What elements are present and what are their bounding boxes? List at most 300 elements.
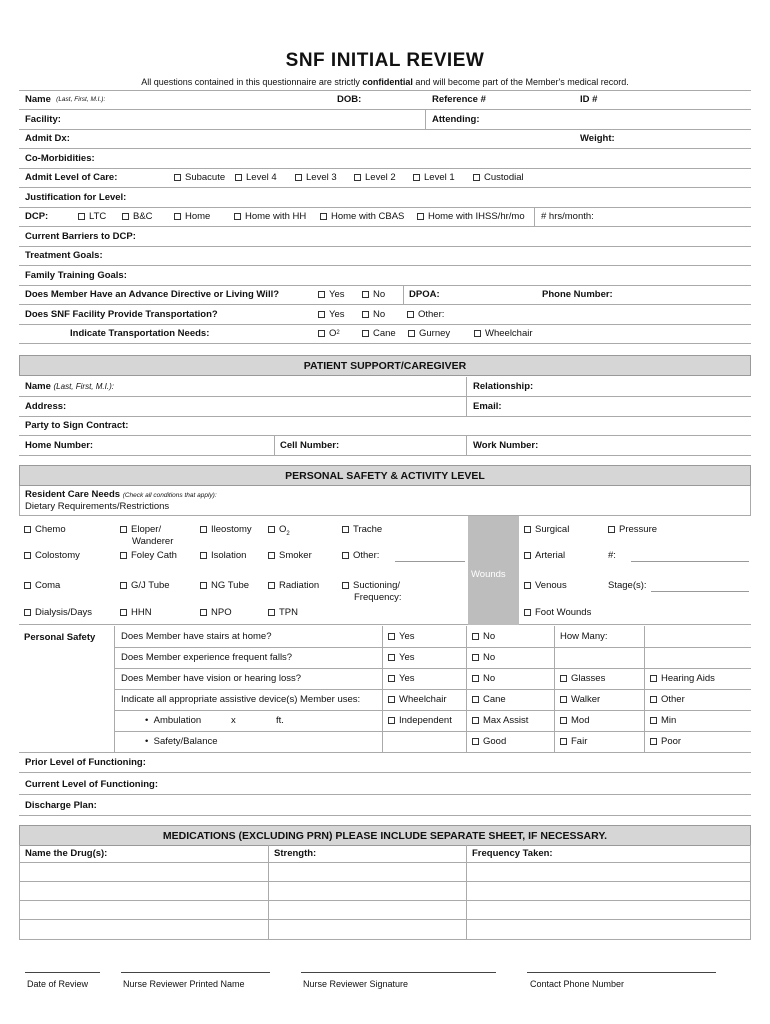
option-label: Smoker — [279, 550, 312, 561]
mod-checkbox[interactable] — [560, 715, 589, 726]
checkbox-icon — [608, 526, 615, 533]
no-label: No — [483, 673, 496, 684]
checkbox-icon — [560, 696, 567, 703]
transport-needs-label: Indicate Transportation Needs: — [70, 327, 210, 339]
level-label: Custodial — [484, 171, 524, 183]
q-falls: Does Member experience frequent falls? — [121, 652, 293, 663]
checkbox-icon — [388, 717, 395, 724]
option-label: Radiation — [279, 580, 320, 591]
checkbox-icon — [354, 174, 361, 181]
stages-input[interactable] — [651, 591, 749, 592]
stairs-yes-checkbox[interactable] — [388, 631, 415, 642]
option-label: Walker — [571, 694, 601, 705]
stages-label: Stage(s): — [608, 580, 647, 591]
support-name-label: Name — [25, 380, 51, 392]
glasses-checkbox[interactable] — [560, 673, 605, 684]
option-label: Independent — [399, 715, 452, 726]
option-label: Min — [661, 715, 677, 726]
subtitle-bold: confidential — [362, 77, 413, 87]
gurney-label: Gurney — [419, 327, 451, 339]
transport-row — [19, 305, 751, 325]
checkbox-icon — [650, 738, 657, 745]
checkbox-icon — [388, 633, 395, 640]
divider — [268, 845, 269, 939]
comorbidities-field[interactable]: Co-Morbidities: — [25, 152, 95, 164]
checkbox-icon — [524, 582, 531, 589]
row-line — [20, 862, 750, 863]
foley-checkbox[interactable] — [120, 550, 177, 561]
justification-row — [19, 188, 751, 208]
contact-phone-line[interactable] — [527, 972, 716, 973]
falls-yes-checkbox[interactable] — [388, 652, 415, 663]
cane-label: Cane — [373, 327, 396, 339]
q-devices: Indicate all appropriate assistive device(s) Member uses: — [121, 694, 361, 705]
venous-checkbox[interactable] — [524, 580, 567, 591]
drug-column-header: Name the Drug(s): — [25, 848, 108, 859]
support-name-row — [19, 377, 751, 397]
name-hint: (Last, First, M.I.): — [56, 96, 106, 104]
dob-field[interactable]: DOB: — [337, 94, 362, 106]
discharge-field[interactable]: Discharge Plan: — [25, 799, 97, 811]
stairs-no-checkbox[interactable] — [472, 631, 495, 642]
party-row — [19, 416, 751, 436]
no-label: No — [373, 288, 386, 300]
admit-level-label: Admit Level of Care: — [25, 171, 118, 183]
ambulation-ft: ft. — [276, 715, 284, 726]
facility-field[interactable]: Facility: — [25, 113, 61, 125]
option-label: Other: — [353, 550, 380, 561]
dialysis-checkbox[interactable] — [24, 607, 92, 618]
level-label: Level 3 — [306, 171, 337, 183]
level-label: Subacute — [185, 171, 226, 183]
good-checkbox[interactable] — [472, 736, 506, 747]
option-label: Poor — [661, 736, 682, 747]
checkbox-icon — [120, 552, 127, 559]
checkbox-icon — [24, 526, 31, 533]
advance-directive-row — [19, 285, 751, 305]
checkbox-icon — [472, 654, 479, 661]
checkbox-icon — [234, 213, 241, 220]
level-label: Level 1 — [424, 171, 455, 183]
no-label: No — [373, 308, 386, 320]
checkbox-icon — [318, 291, 325, 298]
party-field[interactable]: Party to Sign Contract: — [25, 419, 129, 431]
checkbox-icon — [78, 213, 85, 220]
level-1-checkbox[interactable] — [413, 168, 455, 187]
npo-checkbox[interactable] — [200, 607, 232, 618]
transport-o2-checkbox[interactable] — [318, 324, 340, 343]
suctioning-checkbox[interactable] — [342, 580, 400, 591]
checkbox-icon — [472, 675, 479, 682]
arterial-checkbox[interactable] — [524, 550, 565, 561]
checkbox-icon — [320, 213, 327, 220]
checkbox-icon — [268, 526, 275, 533]
yes-label: Yes — [399, 631, 415, 642]
yes-label: Yes — [399, 652, 415, 663]
frequency-column-header: Frequency Taken: — [472, 848, 553, 859]
relationship-field[interactable]: Relationship: — [473, 380, 534, 392]
divider — [466, 845, 467, 939]
transport-label: Does SNF Facility Provide Transportation? — [25, 308, 218, 320]
checkbox-icon — [362, 330, 369, 337]
checkbox-icon — [472, 717, 479, 724]
option-label: NPO — [211, 607, 232, 618]
treatment-goals-field[interactable]: Treatment Goals: — [25, 249, 103, 261]
checkbox-icon — [560, 717, 567, 724]
cane-checkbox[interactable] — [472, 694, 506, 705]
option-label: Wheelchair — [399, 694, 447, 705]
transport-no-checkbox[interactable] — [362, 305, 385, 324]
signature-label: Nurse Reviewer Signature — [303, 979, 409, 989]
barriers-row — [19, 227, 751, 247]
isolation-checkbox[interactable] — [200, 550, 246, 561]
divider — [425, 110, 426, 129]
divider — [403, 285, 404, 304]
dcp-home-checkbox[interactable] — [174, 207, 210, 226]
row-line — [115, 647, 751, 648]
row-line — [20, 900, 750, 901]
personal-safety-table — [19, 626, 751, 753]
checkbox-icon — [174, 213, 181, 220]
care-needs-hint: (Check all conditions that apply): — [122, 492, 217, 499]
strength-column-header: Strength: — [274, 848, 317, 859]
dpoa-phone-field[interactable]: Phone Number: — [542, 288, 613, 300]
option-label: Mod — [571, 715, 590, 726]
option-label: Pressure — [619, 524, 658, 535]
cell-number-field[interactable]: Cell Number: — [280, 439, 340, 451]
option-label: Fair — [571, 736, 588, 747]
option-label: Surgical — [535, 524, 570, 535]
o2-checkbox[interactable] — [268, 524, 290, 537]
medications-table — [19, 845, 751, 940]
transport-wheelchair-checkbox[interactable] — [474, 324, 533, 343]
ambulation-label: Ambulation — [153, 715, 202, 726]
option-label: Foot Wounds — [535, 607, 592, 618]
checkbox-icon — [200, 582, 207, 589]
fair-checkbox[interactable] — [560, 736, 587, 747]
checkbox-icon — [650, 696, 657, 703]
option-label: Dialysis/Days — [35, 607, 93, 618]
wanderer-label: Wanderer — [132, 536, 174, 547]
checkbox-icon — [318, 330, 325, 337]
trache-checkbox[interactable] — [342, 524, 382, 535]
dcp-option-label: B&C — [133, 210, 153, 222]
colostomy-checkbox[interactable] — [24, 550, 80, 561]
name-field[interactable] — [25, 91, 105, 109]
row-line — [20, 881, 750, 882]
option-label: Other — [661, 694, 685, 705]
divider — [274, 436, 275, 455]
dcp-home-cbas-checkbox[interactable] — [320, 207, 404, 226]
checkbox-icon — [560, 675, 567, 682]
prior-level-row — [19, 753, 751, 773]
min-checkbox[interactable] — [650, 715, 676, 726]
option-label: Colostomy — [35, 550, 80, 561]
o2-subscript: 2 — [286, 530, 290, 537]
o2-subscript: 2 — [336, 330, 340, 337]
checkbox-icon — [120, 582, 127, 589]
wound-count-label: #: — [608, 550, 616, 561]
level-subacute-checkbox[interactable] — [174, 168, 225, 187]
ng-tube-checkbox[interactable] — [200, 580, 249, 591]
prior-level-field[interactable]: Prior Level of Functioning: — [25, 756, 146, 768]
checkbox-icon — [24, 582, 31, 589]
checkbox-icon — [268, 582, 275, 589]
checkbox-icon — [408, 330, 415, 337]
attending-field[interactable]: Attending: — [432, 113, 480, 125]
other-device-checkbox[interactable] — [650, 694, 685, 705]
dcp-ltc-checkbox[interactable] — [78, 207, 106, 226]
care-needs-grid — [19, 516, 751, 625]
checkbox-icon — [200, 526, 207, 533]
dcp-option-label: Home — [185, 210, 211, 222]
checkbox-icon — [524, 609, 531, 616]
option-label: Good — [483, 736, 507, 747]
page-title: SNF INITIAL REVIEW — [285, 50, 485, 71]
checkbox-icon — [200, 609, 207, 616]
id-field[interactable]: ID # — [580, 94, 598, 106]
checkbox-icon — [120, 609, 127, 616]
option-label: HHN — [131, 607, 152, 618]
address-field[interactable]: Address: — [25, 400, 67, 412]
ambulation-x: x — [231, 715, 236, 726]
checkbox-icon — [473, 174, 480, 181]
vision-no-checkbox[interactable] — [472, 673, 495, 684]
transport-cane-checkbox[interactable] — [362, 324, 396, 343]
hhn-checkbox[interactable] — [120, 607, 152, 618]
checkbox-icon — [200, 552, 207, 559]
yes-label: Yes — [329, 308, 345, 320]
dcp-option-label: Home with HH — [245, 210, 307, 222]
tpn-checkbox[interactable] — [268, 607, 298, 618]
chemo-checkbox[interactable] — [24, 524, 66, 535]
falls-no-checkbox[interactable] — [472, 652, 495, 663]
dcp-home-hh-checkbox[interactable] — [234, 207, 306, 226]
option-label: G/J Tube — [131, 580, 170, 591]
transport-other-checkbox[interactable] — [407, 305, 444, 324]
care-needs-title — [25, 489, 217, 500]
admit-level-row — [19, 168, 751, 188]
treatment-goals-row — [19, 246, 751, 266]
option-label: Glasses — [571, 673, 606, 684]
checkbox-icon — [388, 696, 395, 703]
wheelchair-label: Wheelchair — [485, 327, 533, 339]
level-2-checkbox[interactable] — [354, 168, 396, 187]
surgical-checkbox[interactable] — [524, 524, 569, 535]
care-needs-block — [19, 486, 751, 516]
divider — [466, 377, 467, 396]
family-goals-field[interactable]: Family Training Goals: — [25, 269, 127, 281]
checkbox-icon — [235, 174, 242, 181]
medications-header: MEDICATIONS (EXCLUDING PRN) PLEASE INCLUDE SEPARATE SHEET, IF NECESSARY. — [19, 825, 751, 846]
option-label: Cane — [483, 694, 506, 705]
comorbidities-row — [19, 149, 751, 169]
checkbox-icon — [413, 174, 420, 181]
row-line — [115, 689, 751, 690]
o2-label: O — [329, 327, 337, 339]
checkbox-icon — [524, 526, 531, 533]
option-label: TPN — [279, 607, 298, 618]
barriers-field[interactable]: Current Barriers to DCP: — [25, 230, 136, 242]
poor-checkbox[interactable] — [650, 736, 681, 747]
option-label: Arterial — [535, 550, 566, 561]
checkbox-icon — [174, 174, 181, 181]
foot-wounds-checkbox[interactable] — [524, 607, 591, 618]
wound-count-input[interactable] — [631, 561, 749, 562]
hearing-aids-checkbox[interactable] — [650, 673, 715, 684]
checkbox-icon — [472, 696, 479, 703]
checkbox-icon — [120, 526, 127, 533]
checkbox-icon — [342, 526, 349, 533]
wheelchair-checkbox[interactable] — [388, 694, 447, 705]
option-label: Foley Cath — [131, 550, 177, 561]
divider — [466, 436, 467, 455]
checkbox-icon — [318, 311, 325, 318]
subtitle-pre: All questions contained in this questionnaire are strictly — [141, 77, 360, 87]
dcp-home-ihss-checkbox[interactable] — [417, 207, 525, 226]
level-custodial-checkbox[interactable] — [473, 168, 524, 187]
checkbox-icon — [362, 311, 369, 318]
checkbox-icon — [388, 654, 395, 661]
ileostomy-checkbox[interactable] — [200, 524, 252, 535]
dcp-option-label: Home with CBAS — [331, 210, 405, 222]
date-label: Date of Review — [27, 979, 89, 989]
dpoa-field[interactable]: DPOA: — [409, 288, 440, 300]
checkbox-icon — [342, 582, 349, 589]
checkbox-icon — [24, 552, 31, 559]
checkbox-icon — [388, 675, 395, 682]
radiation-checkbox[interactable] — [268, 580, 319, 591]
weight-field[interactable]: Weight: — [580, 132, 615, 144]
dcp-option-label: Home with IHSS/hr/mo — [428, 210, 525, 222]
checkbox-icon — [524, 552, 531, 559]
transport-needs-row — [19, 324, 751, 344]
checkbox-icon — [560, 738, 567, 745]
no-label: No — [483, 631, 496, 642]
safety-balance-item: • Safety/Balance — [145, 736, 218, 747]
printed-name-label: Nurse Reviewer Printed Name — [123, 979, 245, 989]
row-line — [115, 731, 751, 732]
yes-label: Yes — [329, 288, 345, 300]
checkbox-icon — [24, 609, 31, 616]
checkbox-icon — [472, 633, 479, 640]
checkbox-icon — [268, 609, 275, 616]
family-goals-row — [19, 266, 751, 286]
level-4-checkbox[interactable] — [235, 168, 277, 187]
printed-name-line[interactable] — [121, 972, 270, 973]
checkbox-icon — [650, 717, 657, 724]
max-assist-checkbox[interactable] — [472, 715, 528, 726]
advance-directive-label: Does Member Have an Advance Directive or Living Will? — [25, 288, 280, 300]
checkbox-icon — [342, 552, 349, 559]
level-3-checkbox[interactable] — [295, 168, 337, 187]
option-label: Isolation — [211, 550, 247, 561]
divider — [534, 207, 535, 226]
divider — [466, 397, 467, 416]
q-stairs: Does Member have stairs at home? — [121, 631, 272, 642]
dcp-label: DCP: — [25, 210, 49, 222]
reference-field[interactable]: Reference # — [432, 94, 486, 106]
date-line[interactable] — [25, 972, 100, 973]
other-checkbox[interactable] — [342, 550, 379, 561]
work-number-field[interactable]: Work Number: — [473, 439, 539, 451]
support-section-header: PATIENT SUPPORT/CAREGIVER — [19, 355, 751, 376]
hrs-month-field[interactable]: # hrs/month: — [541, 210, 594, 222]
checkbox-icon — [122, 213, 129, 220]
current-level-row — [19, 775, 751, 795]
current-level-field[interactable]: Current Level of Functioning: — [25, 778, 158, 790]
wounds-label: Wounds — [471, 569, 506, 580]
safety-section-header: PERSONAL SAFETY & ACTIVITY LEVEL — [19, 465, 751, 486]
checkbox-icon — [268, 552, 275, 559]
option-label: Ileostomy — [211, 524, 252, 535]
dietary-field[interactable]: Dietary Requirements/Restrictions — [25, 501, 170, 512]
admit-dx-row — [19, 129, 751, 149]
option-label: O — [279, 524, 287, 535]
home-number-field[interactable]: Home Number: — [25, 439, 94, 451]
personal-safety-label: Personal Safety — [24, 632, 96, 643]
smoker-checkbox[interactable] — [268, 550, 312, 561]
email-field[interactable]: Email: — [473, 400, 502, 412]
q-vision: Does Member have vision or hearing loss? — [121, 673, 302, 684]
ambulation-item: • Ambulation — [145, 715, 202, 726]
dcp-bc-checkbox[interactable] — [122, 207, 153, 226]
independent-checkbox[interactable] — [388, 715, 452, 726]
care-needs-label: Resident Care Needs — [25, 489, 121, 500]
justification-field[interactable]: Justification for Level: — [25, 191, 127, 203]
dcp-row — [19, 207, 751, 227]
pressure-checkbox[interactable] — [608, 524, 657, 535]
no-label: No — [483, 652, 496, 663]
level-label: Level 4 — [246, 171, 277, 183]
option-label: Chemo — [35, 524, 66, 535]
row-line — [20, 919, 750, 920]
checkbox-icon — [362, 291, 369, 298]
dcp-option-label: LTC — [89, 210, 107, 222]
row-line — [115, 710, 751, 711]
option-label: Trache — [353, 524, 383, 535]
eloper-checkbox[interactable] — [120, 524, 161, 535]
checkbox-icon — [407, 311, 414, 318]
walker-checkbox[interactable] — [560, 694, 600, 705]
name-row — [19, 90, 751, 110]
transport-yes-checkbox[interactable] — [318, 305, 345, 324]
checkbox-icon — [295, 174, 302, 181]
how-many-field[interactable]: How Many: — [560, 631, 608, 642]
directive-yes-checkbox[interactable] — [318, 285, 345, 304]
option-label: Max Assist — [483, 715, 529, 726]
checkbox-icon — [474, 330, 481, 337]
contact-phone-label: Contact Phone Number — [530, 979, 625, 989]
coma-checkbox[interactable] — [24, 580, 60, 591]
other-label: Other: — [418, 308, 445, 320]
transport-gurney-checkbox[interactable] — [408, 324, 450, 343]
checkbox-icon — [472, 738, 479, 745]
support-name-field[interactable] — [25, 377, 114, 396]
directive-no-checkbox[interactable] — [362, 285, 385, 304]
phone-row — [19, 436, 751, 456]
checkbox-icon — [650, 675, 657, 682]
other-input-line[interactable] — [395, 561, 465, 562]
vision-yes-checkbox[interactable] — [388, 673, 415, 684]
gj-tube-checkbox[interactable] — [120, 580, 170, 591]
admit-dx-field[interactable]: Admit Dx: — [25, 132, 70, 144]
signature-line[interactable] — [301, 972, 496, 973]
option-label: Eloper/ — [131, 524, 162, 535]
option-label: Coma — [35, 580, 61, 591]
subtitle-post: and will become part of the Member's medical record. — [415, 77, 629, 87]
level-label: Level 2 — [365, 171, 396, 183]
